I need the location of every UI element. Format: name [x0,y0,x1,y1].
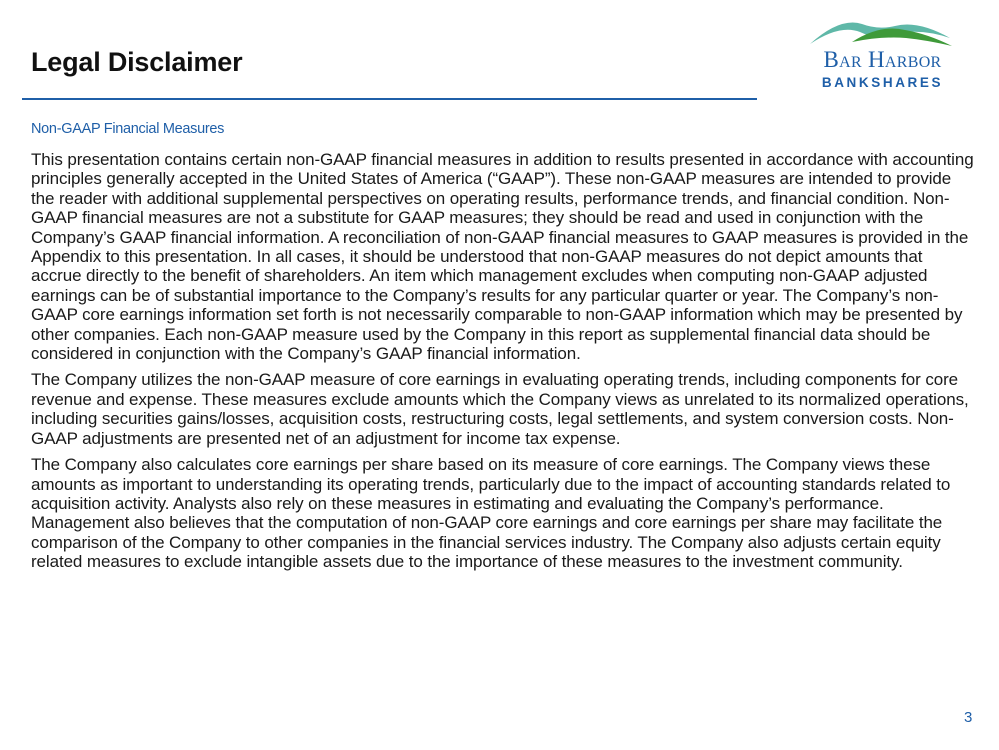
logo-subtitle: BANKSHARES [821,75,944,90]
title-divider [22,98,757,100]
section-heading: Non-GAAP Financial Measures [31,121,225,137]
slide-title: Legal Disclaimer [31,47,243,77]
mountain-icon [800,12,965,52]
paragraph: The Company utilizes the non-GAAP measure of core earnings in evaluating operating trends, including components for core revenue and expense. These measures exclude amounts which the Company views as unrelated to its normalized operations, including securities gains/losses, acquisition costs, restructuring costs, legal settlements, and system conversion costs. Non-GAAP adjustments are presented net of an adjustment for income tax expense. [31,370,969,448]
page-number: 3 [964,709,973,726]
logo-name: Bar Harbor [823,47,942,72]
company-logo [800,12,965,97]
paragraph: The Company also calculates core earnings per share based on its measure of core earnings. The Company views these amounts as important to understanding its operating trends, particularly due to the impact of accounting standards related to acquisition activity. Analysts also rely on these measures in estimating and evaluating the Company’s performance. Management also believes that the computation of non-GAAP core earnings and core earnings per share may facilitate the comparison of the Company to other companies in the financial services industry. The Company also adjusts certain equity related measures to exclude intangible assets due to the importance of these measures to the investment community. [31,455,951,572]
paragraph: This presentation contains certain non-GAAP financial measures in addition to results presented in accordance with accounting principles generally accepted in the United States of America (“GAAP”). These non-GAAP measures are intended to provide the reader with additional supplemental perspectives on operating results, performance trends, and financial condition. Non-GAAP financial measures are not a substitute for GAAP measures; they should be read and used in conjunction with the Company’s GAAP financial information. A reconciliation of non-GAAP financial measures to GAAP measures is provided in the Appendix to this presentation. In all cases, it should be understood that non-GAAP measures do not depict amounts that accrue directly to the benefit of shareholders. An item which management excludes when computing non-GAAP adjusted earnings can be of substantial importance to the Company’s results for any particular quarter or year. The Company’s non-GAAP core earnings information set forth is not necessarily comparable to non-GAAP information which may be presented by other companies. Each non-GAAP measure used by the Company in this report as supplemental financial data should be considered in conjunction with the Company’s GAAP financial information. [31,150,974,364]
disclaimer-body [31,150,976,579]
